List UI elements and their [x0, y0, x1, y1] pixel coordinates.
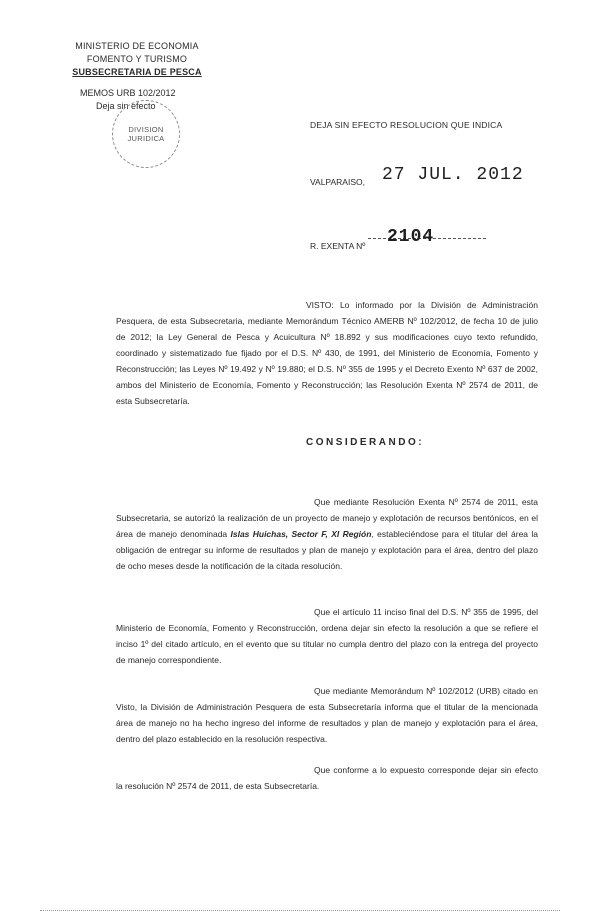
- resolution-number: 2104: [387, 227, 435, 247]
- considerando-paragraph-2: [116, 604, 538, 668]
- letterhead: [62, 40, 212, 79]
- header-note: Deja sin efecto: [96, 101, 156, 111]
- place-label: VALPARAISO,: [310, 177, 365, 187]
- p3-text: Que mediante Memorándum Nº 102/2012 (URB) citado en Visto, la División de Administración Pesquera de esta Subsecretaría informa que el titular de la mencionada área de manejo no ha hecho ingreso del informe de resultados y plan de manejo y explotación para el área, dentro del plazo establecido en la resolución respectiva.: [116, 686, 538, 744]
- scan-edge-artifact: [40, 910, 560, 911]
- p4-text: Que conforme a lo expuesto corresponde dejar sin efecto la resolución Nº 2574 de 2011, de esta Subsecretaría.: [116, 765, 538, 791]
- document-subject: DEJA SIN EFECTO RESOLUCION QUE INDICA: [310, 120, 503, 130]
- visto-text: VISTO: Lo informado por la División de Administración Pesquera, de esta Subsecretaria, mediante Memorándum Técnico AMERB Nº 102/2012, de fecha 10 de julio de 2012; la Ley General de Pesca y Acuicultura Nº 18.892 y sus modificaciones cuyo texto refundido, coordinado y sistematizado fue fijado por el D.S. Nº 430, de 1991, del Ministerio de Economía, Fomento y Reconstrucción; las Leyes Nº 19.492 y Nº 19.880; el D.S. Nº 355 de 1995 y el Decreto Exento Nº 637 de 2002, ambos del Ministerio de Economía, Fomento y Reconstrucción; las Resolución Exenta Nº 2574 de 2011, de esta Subsecretaría.: [116, 300, 538, 406]
- resolution-label: R. EXENTA Nº: [310, 241, 366, 251]
- considerando-paragraph-4: [116, 762, 538, 794]
- stamp-line-1: DIVISION: [128, 125, 164, 134]
- division-stamp: [112, 100, 180, 168]
- visto-paragraph: [116, 297, 538, 409]
- considerando-paragraph-3: [116, 683, 538, 747]
- p1-text-b: , estableciéndose para el titular del área la obligación de entregar su informe de resultados y plan de manejo y explotación para el área, dentro del plazo de ocho meses desde la notificación de la citada resolución.: [116, 529, 538, 571]
- ministry-subtitle: FOMENTO Y TURISMO: [86, 54, 188, 64]
- subsecretaria-name: SUBSECRETARIA DE PESCA: [72, 67, 202, 77]
- ministry-name: MINISTERIO DE ECONOMIA: [75, 41, 199, 51]
- considerando-paragraph-1: [116, 494, 538, 574]
- p1-text-a: Que mediante Resolución Exenta Nº 2574 de 2011, esta Subsecretaria, se autorizó la realización de un proyecto de manejo y explotación de recursos bentónicos, en el área de manejo denominada: [116, 497, 538, 539]
- document-date: 27 JUL. 2012: [382, 165, 524, 185]
- stamp-line-2: JURIDICA: [127, 134, 165, 143]
- memo-reference: MEMOS URB 102/2012: [80, 88, 176, 98]
- p2-text: Que el artículo 11 inciso final del D.S. Nº 355 de 1995, del Ministerio de Economía, Fomento y Reconstrucción, ordena dejar sin efecto la resolución a que se refiere el inciso 1º del citado artículo, en el evento que su titular no cumpla dentro del plazo con la entrega del proyecto de manejo correspondiente.: [116, 607, 538, 665]
- considerando-heading: CONSIDERANDO:: [306, 437, 425, 448]
- p1-area-name: Islas Huichas, Sector F, XI Región: [230, 529, 372, 539]
